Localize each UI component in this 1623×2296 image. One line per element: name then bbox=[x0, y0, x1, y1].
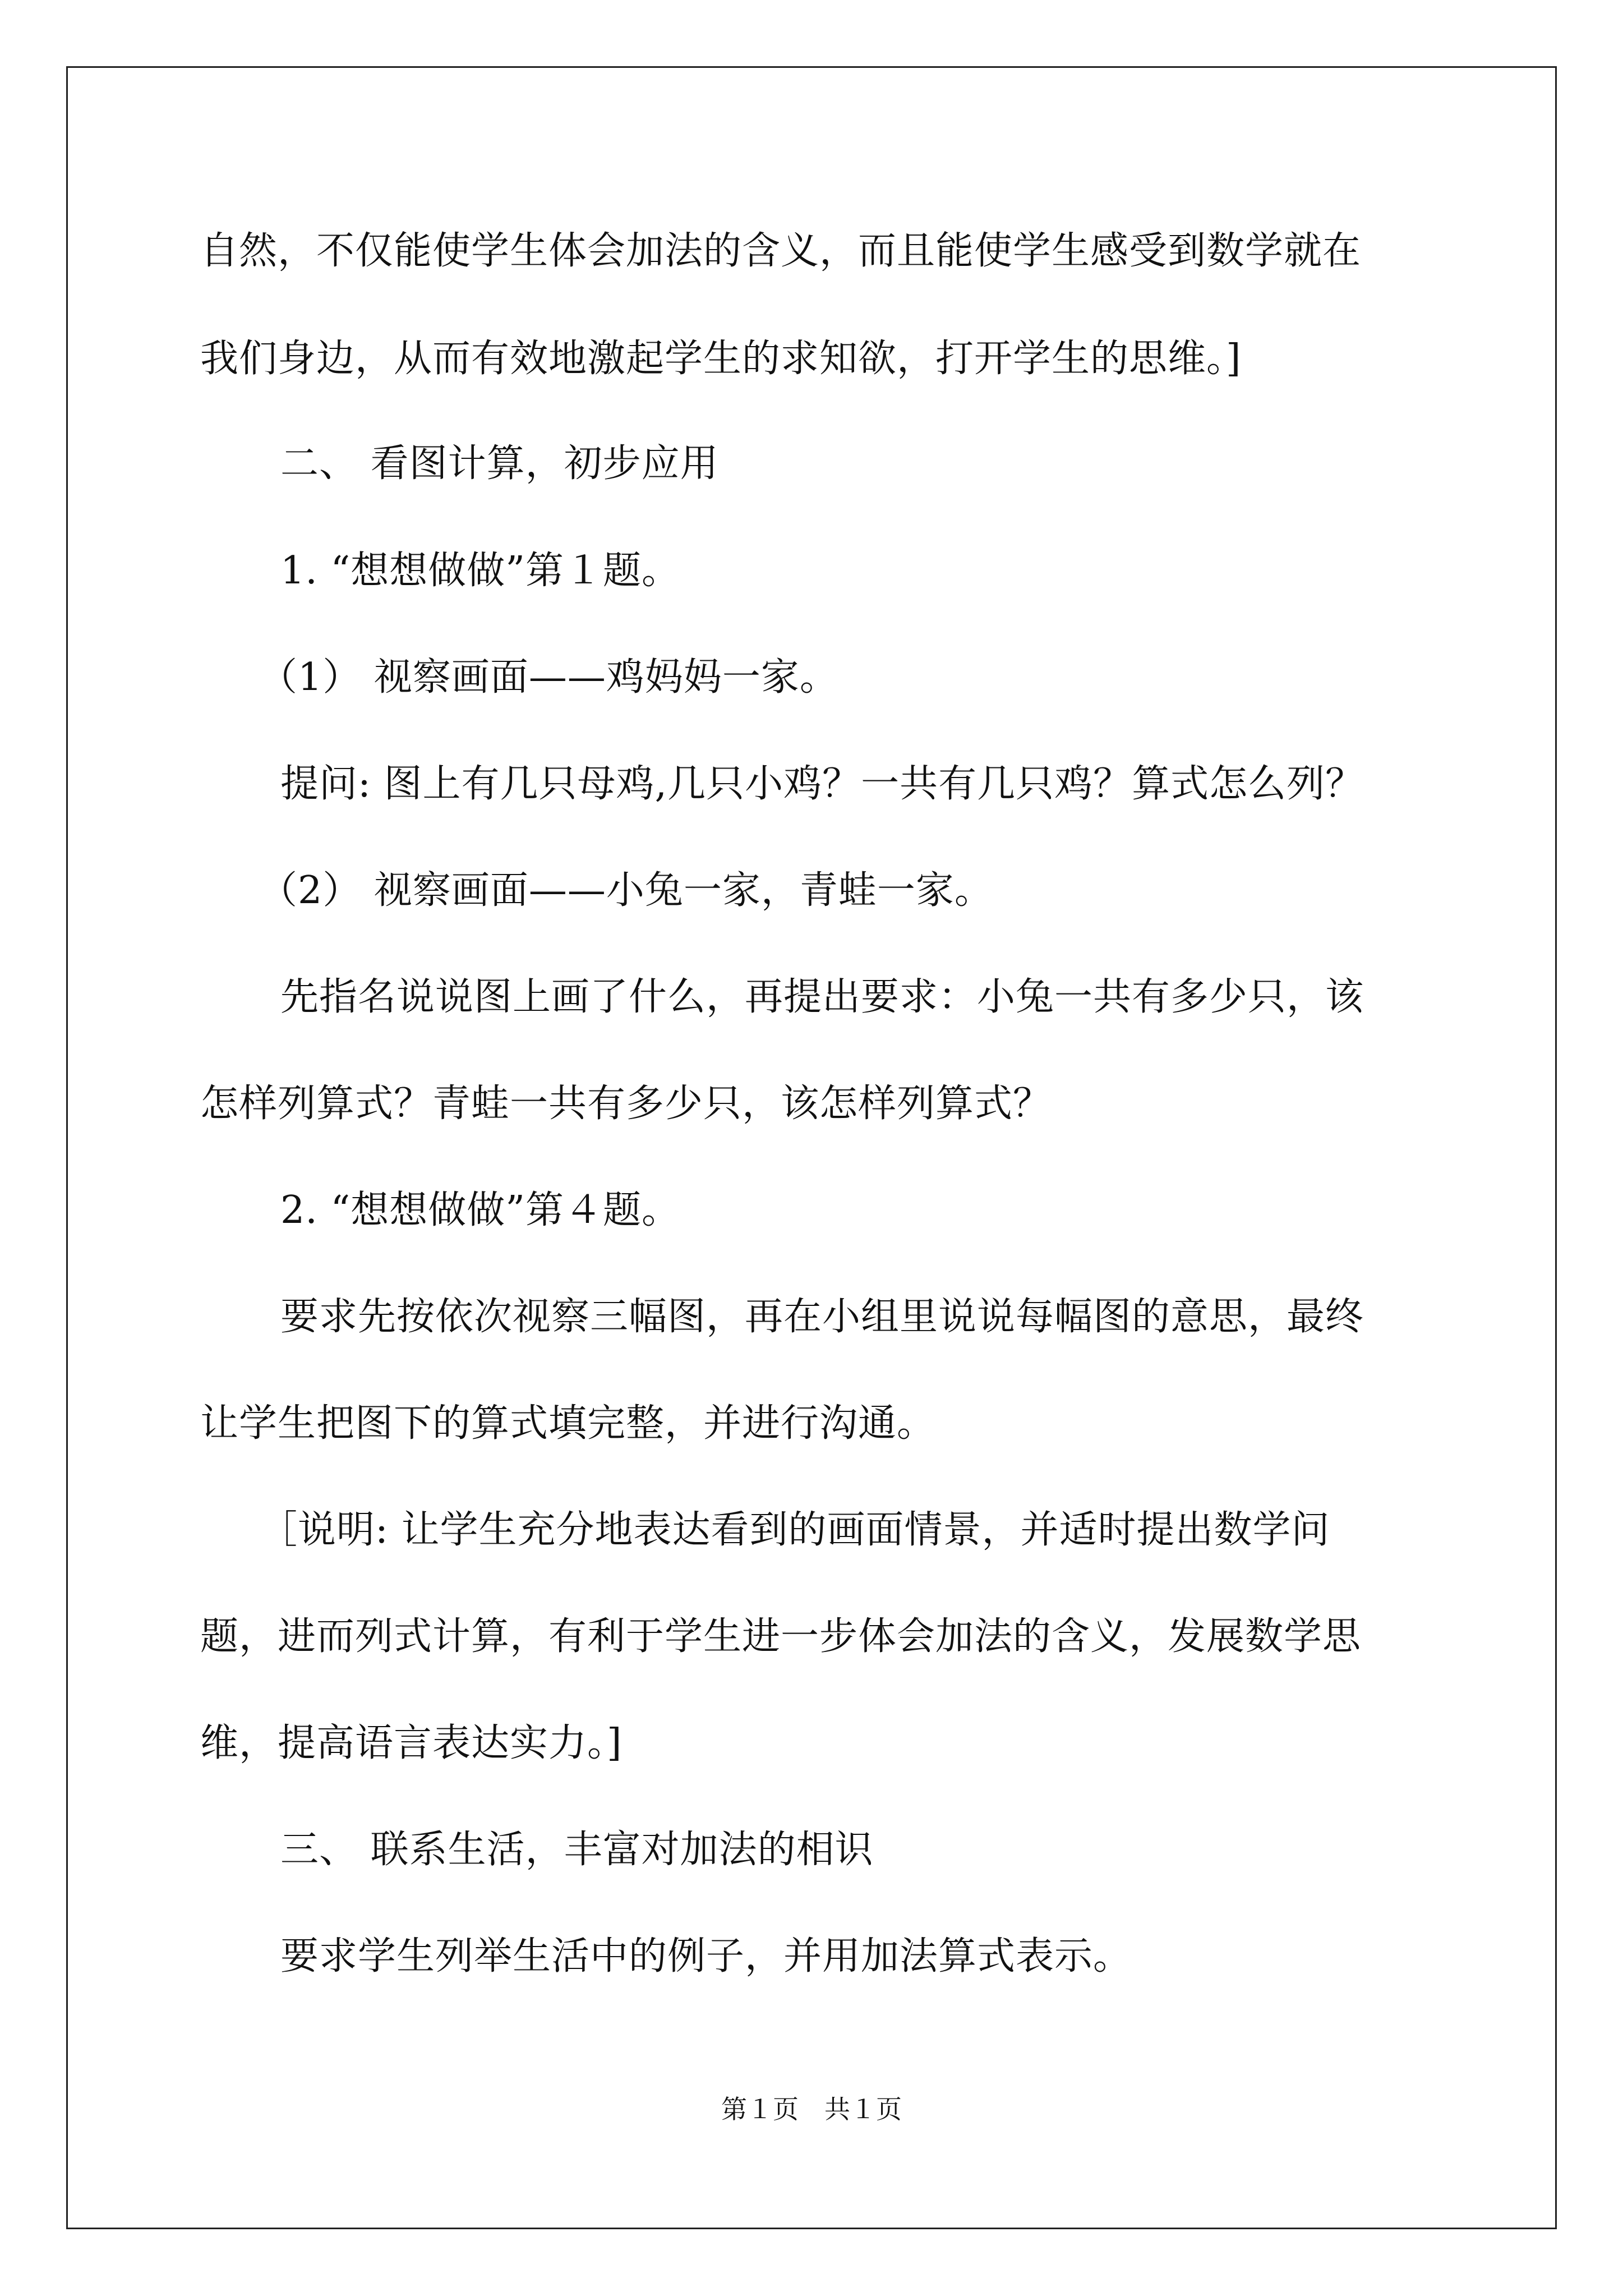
paragraph-line: 要求学生列举生活中的例子，并用加法算式表示。 bbox=[280, 1934, 1132, 1978]
sub-item: （2） 视察画面——小兔一家，青蛙一家。 bbox=[259, 868, 993, 913]
page-number: 第１页 共１页 bbox=[721, 2094, 902, 2124]
exercise-heading: 2. “想想做做”第４题。 bbox=[280, 1188, 681, 1232]
paragraph-line: 先指名说说图上画了什么，再提出要求：小兔一共有多少只，该 bbox=[280, 975, 1364, 1019]
exercise-heading: 1. “想想做做”第１题。 bbox=[280, 549, 681, 593]
paragraph-line: 维，提高语言表达实力。] bbox=[200, 1721, 623, 1765]
paragraph-line: 我们身边，从而有效地激起学生的求知欲，打开学生的思维。] bbox=[200, 337, 1242, 381]
section-heading: 二、 看图计算，初步应用 bbox=[280, 441, 719, 486]
page-border bbox=[66, 66, 1557, 2229]
paragraph-line: 提问: 图上有几只母鸡,几只小鸡？一共有几只鸡？算式怎么列？ bbox=[280, 762, 1364, 806]
paragraph-line: 题，进而列式计算，有利于学生进一步体会加法的含义，发展数学思 bbox=[200, 1614, 1362, 1659]
section-heading: 三、 联系生活，丰富对加法的相识 bbox=[280, 1828, 874, 1872]
paragraph-line: ［说明: 让学生充分地表达看到的画面情景，并适时提出数学问 bbox=[259, 1508, 1330, 1552]
paragraph-line: 让学生把图下的算式填完整，并进行沟通。 bbox=[200, 1401, 936, 1446]
sub-item: （1） 视察画面——鸡妈妈一家。 bbox=[259, 655, 838, 700]
paragraph-line: 要求先按依次视察三幅图，再在小组里说说每幅图的意思，最终 bbox=[280, 1295, 1364, 1339]
paragraph-line: 怎样列算式？青蛙一共有多少只，该怎样列算式？ bbox=[200, 1082, 1052, 1126]
paragraph-line: 自然，不仅能使学生体会加法的含义，而且能使学生感受到数学就在 bbox=[200, 229, 1362, 273]
